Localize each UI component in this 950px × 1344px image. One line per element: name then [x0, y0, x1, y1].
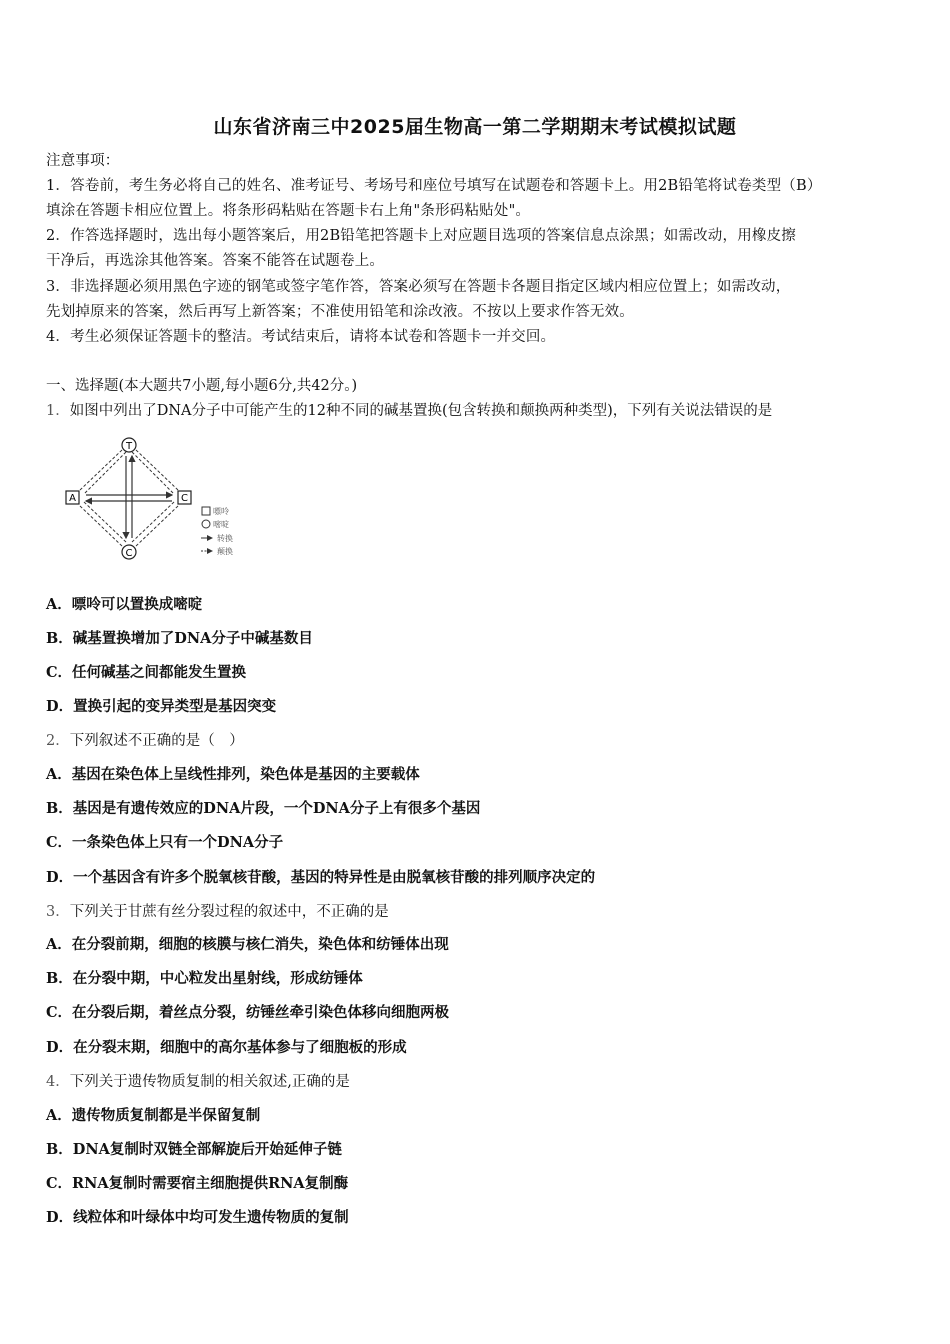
transition-arrows [86, 456, 172, 538]
node-label-bottom: C [125, 548, 133, 559]
node-label-left: A [69, 493, 76, 504]
legend-label: 颠换 [217, 547, 233, 556]
notes-heading: 注意事项： [46, 153, 120, 169]
section-heading: 一、选择题(本大题共7小题,每小题6分,共42分。) [46, 378, 358, 394]
legend-square-icon [202, 507, 210, 515]
diagram-legend [201, 506, 233, 556]
question-text: 下列叙述不正确的是（ ） [69, 733, 244, 749]
node-label-right: C [181, 493, 188, 504]
notes-line: 填涂在答题卡相应位置上。将条形码粘贴在答题卡右上角"条形码粘贴处"。 [46, 203, 531, 219]
question-number: 2． [46, 733, 70, 749]
notes-line: 1．答卷前，考生务必将自己的姓名、准考证号、考场号和座位号填写在试题卷和答题卡上。用2B铅笔将试卷类型（B） [46, 178, 822, 194]
question-number: 1． [46, 403, 70, 419]
legend-label: 嘧啶 [213, 520, 229, 529]
option: D．在分裂末期，细胞中的高尔基体参与了细胞板的形成 [46, 1039, 407, 1056]
notes-line: 先划掉原来的答案，然后再写上新答案；不准使用铅笔和涂改液。不按以上要求作答无效。 [46, 304, 634, 320]
option: D．线粒体和叶绿体中均可发生遗传物质的复制 [46, 1209, 349, 1226]
question-4-stem [46, 1072, 906, 1092]
option: D．置换引起的变异类型是基因突变 [46, 698, 277, 715]
option: B．DNA复制时双链全部解旋后开始延伸子链 [46, 1141, 342, 1158]
notes-line: 2．作答选择题时，选出每小题答案后，用2B铅笔把答题卡上对应题目选项的答案信息点涂黑；如需改动，用橡皮擦 [46, 228, 797, 244]
notes-line: 4．考生必须保证答题卡的整洁。考试结束后，请将本试卷和答题卡一并交回。 [46, 329, 556, 345]
option: B．在分裂中期，中心粒发出星射线，形成纺锤体 [46, 970, 363, 987]
page-title: 山东省济南三中2025届生物高一第二学期期末考试模拟试题 [213, 116, 737, 138]
option: A．在分裂前期，细胞的核膜与核仁消失，染色体和纺锤体出现 [46, 936, 449, 953]
option: B．碱基置换增加了DNA分子中碱基数目 [46, 630, 313, 647]
legend-label: 嘌呤 [213, 507, 229, 516]
question-text: 如图中列出了DNA分子中可能产生的12种不同的碱基置换(包含转换和颠换两种类型)，下列有关说法错误的是 [69, 403, 773, 419]
question-text: 下列关于遗传物质复制的相关叙述,正确的是 [69, 1074, 350, 1090]
question-3-stem [46, 902, 906, 922]
option: C．一条染色体上只有一个DNA分子 [46, 834, 284, 851]
base-substitution-diagram [60, 432, 250, 572]
option: D．一个基因含有许多个脱氧核苷酸，基因的特异性是由脱氧核苷酸的排列顺序决定的 [46, 869, 596, 886]
option: A．遗传物质复制都是半保留复制 [46, 1107, 261, 1124]
notes-line: 干净后，再选涂其他答案。答案不能答在试题卷上。 [46, 253, 385, 269]
question-1-stem [46, 401, 906, 421]
option: B．基因是有遗传效应的DNA片段，一个DNA分子上有很多个基因 [46, 800, 481, 817]
transversion-edges [80, 450, 178, 546]
question-2-stem [46, 731, 906, 751]
question-number: 3． [46, 904, 70, 920]
node-label-top: T [125, 441, 133, 452]
option: A．基因在染色体上呈线性排列，染色体是基因的主要载体 [46, 766, 420, 783]
question-number: 4． [46, 1074, 70, 1090]
option: C．任何碱基之间都能发生置换 [46, 664, 247, 681]
notes-line: 3．非选择题必须用黑色字迹的钢笔或签字笔作答，答案必须写在答题卡各题目指定区域内相应位置上；如需改动， [46, 279, 791, 295]
question-text: 下列关于甘蔗有丝分裂过程的叙述中，不正确的是 [69, 904, 389, 920]
legend-circle-icon [202, 520, 210, 528]
option: C．在分裂后期，着丝点分裂，纺锤丝牵引染色体移向细胞两极 [46, 1004, 450, 1021]
option: A．嘌呤可以置换成嘧啶 [46, 596, 203, 613]
legend-label: 转换 [217, 534, 233, 543]
option: C．RNA复制时需要宿主细胞提供RNA复制酶 [46, 1175, 349, 1192]
